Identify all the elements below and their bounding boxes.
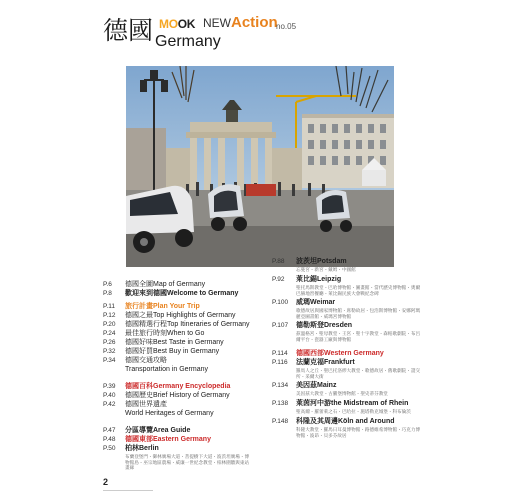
series-name-part2: Action [231,14,278,31]
toc-page: P.88 [272,258,285,265]
toc-entry[interactable]: World Heritages of Germany [125,410,214,417]
toc-page: P.39 [103,383,116,390]
toc-page: P.114 [272,350,288,357]
toc-entry-description: 茲溫格宮・聖母教堂・王宮・聖十字教堂・森帕歌劇院・布呂爾平台・瓷器工廠與博物館 [296,331,421,342]
toc-entry-description: 美因茲大教堂・古騰堡博物館・聖史蒂芬教堂 [296,391,388,396]
toc-entry[interactable]: 威瑪Weimar [296,299,336,306]
toc-page: P.92 [272,276,285,283]
toc-page: P.42 [103,401,116,408]
toc-entry[interactable]: 德國精選行程Top Itineraries of Germany [125,321,250,328]
toc-entry-description: 忘憂宮・新宮・戴姆・中國館 [296,267,356,272]
toc-section-heading[interactable]: 分區導覽Area Guide [125,427,191,434]
toc-page: P.8 [103,290,112,297]
series-name [203,16,278,30]
toc-entry[interactable]: 美因茲Mainz [296,382,337,389]
toc-entry[interactable]: 最佳旅行時刻When to Go [125,330,205,337]
toc-entry[interactable]: 歡迎來到德國Welcome to Germany [125,290,239,297]
toc-entry[interactable]: 德國好味Best Taste in Germany [125,339,224,346]
toc-section-heading[interactable]: 旅行計畫Plan Your Trip [125,303,200,310]
toc-entry[interactable]: 科隆及其周邊Köln and Around [296,418,395,425]
series-name-part1: NEW [203,16,231,30]
toc-entry-description: 歌德故居與國家博物館・席勒故居・包浩斯博物館・安娜阿瑪麗亞圖書館・威瑪宮博物館 [296,308,421,319]
toc-page: P.6 [103,281,112,288]
title-chinese: 德國 [103,16,154,45]
toc-page: P.47 [103,427,116,434]
issue-number: no.05 [276,22,297,31]
page-number: 2 [103,477,109,487]
toc-page: P.148 [272,418,289,425]
page-number-rule [103,490,153,491]
brand-logo-part1: MO [159,17,178,31]
toc-entry[interactable]: 德國世界遺產 [125,401,167,408]
toc-entry-description: 羅馬人之丘・聖巴托洛繆大教堂・歌德故居・舊歌劇院・證交所・采爾大街 [296,368,421,379]
toc-page: P.12 [103,312,116,319]
toc-page: P.32 [103,348,116,355]
toc-entry[interactable]: 德國全圖Map of Germany [125,281,206,288]
toc-entry[interactable]: 德國之最Top Highlights of Germany [125,312,236,319]
toc-entry[interactable]: 德國交通攻略 [125,357,167,364]
toc-page: P.48 [103,436,116,443]
brandenburg-gate-illustration [126,66,394,267]
toc-page: P.50 [103,445,116,452]
toc-page: P.11 [103,303,116,310]
toc-page: P.20 [103,321,116,328]
toc-entry-description: 科隆大教堂・羅馬日耳曼博物館・路德維希博物館・巧克力博物館・波昂・貝多芬故居 [296,427,421,438]
toc-page: P.40 [103,392,116,399]
toc-section-heading[interactable]: 德國東部Eastern Germany [125,436,211,443]
toc-page: P.26 [103,339,116,346]
toc-page: P.138 [272,400,289,407]
title-english: Germany [155,33,221,50]
toc-entry[interactable]: 萊比錫Leipzig [296,276,342,283]
toc-entry[interactable]: 德國好買Best Buy in Germany [125,348,220,355]
toc-entry[interactable]: Transportation in Germany [125,366,208,373]
brandenburg-gate-photo [126,66,394,267]
toc-entry-description: 聖托馬斯教堂・巴哈博物館・圖畫館・當代歷史博物館・奧爾巴赫地窖餐廳・萊比錫民族大會戰紀念碑 [296,285,421,296]
toc-page: P.107 [272,322,289,329]
brand-logo-part2: OK [177,17,196,31]
toc-entry[interactable]: 德國歷史Brief History of Germany [125,392,230,399]
toc-entry-description: 布蘭登堡門・御林廣場大道・菩提樹下大道・波茨坦廣場・博物館島・巫宗地區農場・威廉一世紀念教堂・柏林圍牆與東站畫廊 [125,454,250,471]
toc-section-heading[interactable]: 德國百科Germany Encyclopedia [125,383,231,390]
toc-entry[interactable]: 法蘭克福Frankfurt [296,359,355,366]
toc-page: P.100 [272,299,289,306]
toc-entry[interactable]: 柏林Berlin [125,445,159,452]
toc-page: P.116 [272,359,288,366]
toc-entry[interactable]: 萊茵河中游the Midstream of Rhein [296,400,409,407]
toc-page: P.34 [103,357,116,364]
toc-entry[interactable]: 德勒斯登Dresden [296,322,353,329]
brand-logo [159,18,195,31]
toc-section-heading[interactable]: 德國西部Western Germany [296,350,384,357]
toc-entry-description: 聖高爾・羅蕾萊之石・巴哈拉・施塔勒克城堡・科布倫茨 [296,409,411,414]
toc-entry[interactable]: 波茨坦Potsdam [296,258,347,265]
toc-page: P.134 [272,382,289,389]
toc-page: P.24 [103,330,116,337]
